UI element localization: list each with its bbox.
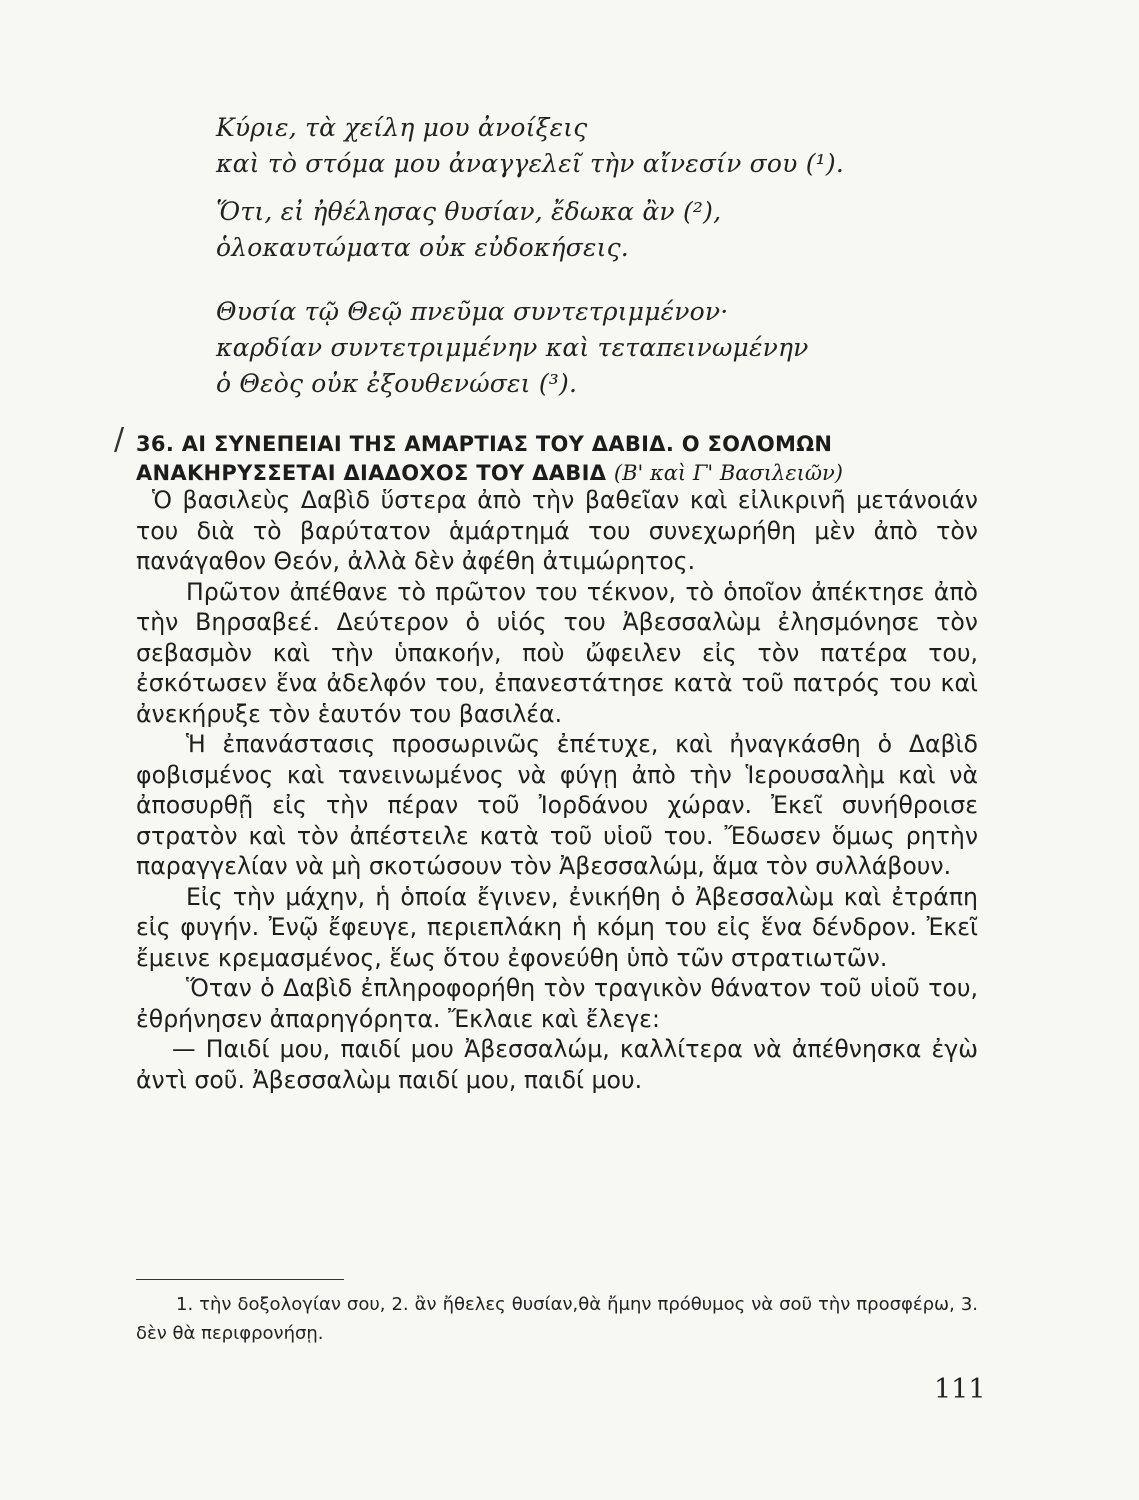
- body-text: [136, 485, 978, 1095]
- paragraph: — Παιδί μου, παιδί μου Ἀβεσσαλώμ, καλλίτερα νὰ ἀπέθνησκα ἐγὼ ἀντὶ σοῦ. Ἀβεσσαλὼμ παιδί μου, παιδί μου.: [136, 1035, 978, 1094]
- verse-line: ὁ Θεὸς οὐκ ἐξουθενώσει (³).: [216, 369, 578, 398]
- verse-line: Θυσία τῷ Θεῷ πνεῦμα συντετριμμένον·: [216, 297, 729, 326]
- page-number: 111: [934, 1374, 986, 1405]
- verse-line: καρδίαν συντετριμμένην καὶ τεταπεινωμένην: [216, 333, 809, 362]
- verse-line: Κύριε, τὰ χείλη μου ἀνοίξεις: [216, 113, 588, 142]
- footnote: 1. τὴν δοξολογίαν σου, 2. ἂν ἤθελες θυσίαν,θὰ ἤμην πρόθυμος νὰ σοῦ τὴν προσφέρω, 3. δὲν θὰ περιφρονήσῃ.: [136, 1294, 978, 1344]
- paragraph: Ὅταν ὁ Δαβὶδ ἐπληροφορήθη τὸν τραγικὸν θάνατον τοῦ υἱοῦ του, ἐθρήνησεν ἀπαρηγόρητα. Ἔκλαιε καὶ ἔλεγε:: [136, 974, 978, 1033]
- verse-stanza-1: [216, 110, 844, 182]
- verse-stanza-3: [216, 294, 809, 402]
- section-source: (Β' καὶ Γ' Βασιλειῶν): [613, 461, 843, 485]
- margin-check-mark: /: [114, 422, 125, 457]
- verse-line: Ὅτι, εἰ ἠθέλησας θυσίαν, ἔδωκα ἂν (²),: [216, 197, 722, 226]
- section-heading: [136, 430, 986, 488]
- paragraph: Ὁ βασιλεὺς Δαβὶδ ὕστερα ἀπὸ τὴν βαθεῖαν καὶ εἰλικρινῆ μετάνοιάν του διὰ τὸ βαρύτατον ἁμάρτημά του συνεχωρήθη μὲν ἀπὸ τὸν πανάγαθον Θεόν, ἀλλὰ δὲν ἀφέθη ἀτιμώρητος.: [136, 486, 978, 575]
- section-title: 36. ΑΙ ΣΥΝΕΠΕΙΑΙ ΤΗΣ ΑΜΑΡΤΙΑΣ ΤΟΥ ΔΑΒΙΔ. Ο ΣΟΛΟΜΩΝ ΑΝΑΚΗΡΥΣΣΕΤΑΙ ΔΙΑΔΟΧΟΣ ΤΟΥ ΔΑΒΙΔ: [136, 432, 833, 485]
- paragraph: Εἰς τὴν μάχην, ἡ ὁποία ἔγινεν, ἐνικήθη ὁ Ἀβεσσαλὼμ καὶ ἐτράπη εἰς φυγήν. Ἐνῷ ἔφευγε, περιεπλάκη ἡ κόμη του εἰς ἕνα δένδρον. Ἐκεῖ ἔμεινε κρεμασμένος, ἕως ὅτου ἐφονεύθη ὑπὸ τῶν στρατιωτῶν.: [136, 882, 978, 972]
- verse-line: ὁλοκαυτώματα οὐκ εὐδοκήσεις.: [216, 233, 629, 262]
- verse-line: καὶ τὸ στόμα μου ἀναγγελεῖ τὴν αἴνεσίν σου (¹).: [216, 149, 844, 178]
- verse-stanza-2: [216, 194, 721, 266]
- footnote-rule: [136, 1279, 344, 1280]
- paragraph: Ἡ ἐπανάστασις προσωρινῶς ἐπέτυχε, καὶ ἠναγκάσθη ὁ Δαβὶδ φοβισμένος καὶ τανεινωμένος νὰ φύγῃ ἀπὸ τὴν Ἱερουσαλὴμ καὶ νὰ ἀποσυρθῇ εἰς τὴν πέραν τοῦ Ἰορδάνου χώραν. Ἐκεῖ συνήθροισε στρατὸν καὶ τὸν ἀπέστειλε κατὰ τοῦ υἱοῦ του. Ἔδωσεν ὅμως ρητὴν παραγγελίαν νὰ μὴ σκοτώσουν τὸν Ἀβεσσαλώμ, ἅμα τὸν συλλάβουν.: [136, 730, 978, 880]
- paragraph: Πρῶτον ἀπέθανε τὸ πρῶτον του τέκνον, τὸ ὁποῖον ἀπέκτησε ἀπὸ τὴν Βηρσαβεέ. Δεύτερον ὁ υἱός του Ἀβεσσαλὼμ ἐλησμόνησε τὸν σεβασμὸν καὶ τὴν ὑπακοήν, ποὺ ὤφειλεν εἰς τὸν πατέρα του, ἐσκότωσεν ἕνα ἀδελφόν του, ἐπανεστάτησε κατὰ τοῦ πατρός του καὶ ἀνεκήρυξε τὸν ἑαυτόν του βασιλέα.: [136, 577, 978, 728]
